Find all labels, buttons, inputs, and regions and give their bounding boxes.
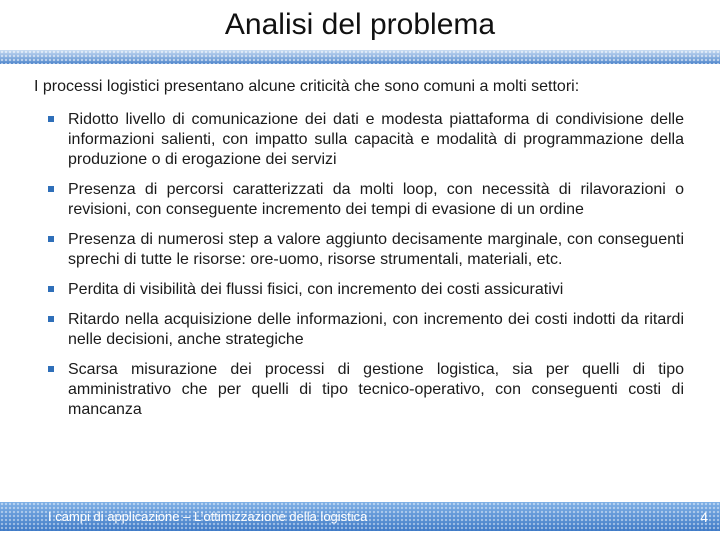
page-number: 4 (700, 509, 708, 525)
bullet-text: Presenza di percorsi caratterizzati da molti loop, con necessità di rilavorazioni o revisioni, con conseguente incremento dei tempi di evasione di un ordine (68, 181, 684, 218)
bullet-text: Ridotto livello di comunicazione dei dati e modesta piattaforma di condivisione delle informazioni salienti, con impatto sulla capacità e modalità di programmazione della produzione o di erogazione dei servizi (68, 111, 684, 168)
footer-caption: I campi di applicazione – L’ottimizzazione della logistica (48, 509, 368, 524)
footer-bar (0, 502, 720, 531)
square-bullet-icon (48, 366, 54, 372)
square-bullet-icon (48, 116, 54, 122)
square-bullet-icon (48, 286, 54, 292)
bullet-item (48, 310, 684, 350)
title-underline-bar (0, 50, 720, 64)
slide-title: Analisi del problema (224, 8, 496, 41)
bullet-text: Presenza di numerosi step a valore aggiunto decisamente marginale, con conseguenti sprechi di tutte le risorse: ore-uomo, risorse strumentali, materiali, etc. (68, 231, 684, 268)
bullet-item (48, 110, 684, 170)
intro-text: I processi logistici presentano alcune criticità che sono comuni a molti settori: (34, 78, 580, 95)
bullet-text: Ritardo nella acquisizione delle informazioni, con incremento dei costi indotti da ritardi nelle decisioni, anche strategiche (68, 311, 684, 348)
bullet-item (48, 180, 684, 220)
bullet-text: Perdita di visibilità dei flussi fisici, con incremento dei costi assicurativi (68, 281, 564, 298)
bullet-item (48, 280, 684, 300)
bullet-text: Scarsa misurazione dei processi di gestione logistica, sia per quelli di tipo amministrativo che per quelli di tipo tecnico-operativo, con conseguenti costi di mancanza (68, 361, 684, 418)
bullet-item (48, 230, 684, 270)
square-bullet-icon (48, 316, 54, 322)
bullet-item (48, 360, 684, 420)
square-bullet-icon (48, 236, 54, 242)
square-bullet-icon (48, 186, 54, 192)
bullet-list (48, 110, 684, 430)
